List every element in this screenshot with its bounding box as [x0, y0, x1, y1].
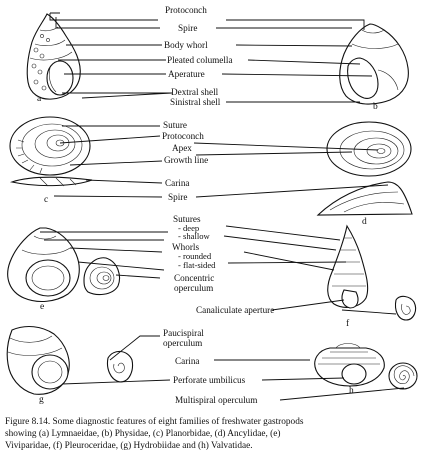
label-rounded: - rounded — [178, 251, 212, 261]
panel-a-letter: a — [37, 94, 42, 104]
panel-b-letter: b — [373, 102, 378, 112]
label-operculum-e: operculum — [174, 283, 214, 293]
panel-f-shell — [328, 226, 416, 320]
caption-line-1: Figure 8.14. Some diagnostic features of eight families of freshwater gastropods — [5, 417, 304, 427]
label-aperature: Aperature — [168, 69, 205, 79]
panel-g-letter: g — [39, 395, 44, 405]
label-protoconch-a: Protoconch — [165, 5, 207, 15]
label-paucispiral: Paucispiral — [163, 328, 204, 338]
label-pleated-columella: Pleated columella — [167, 55, 233, 65]
label-growth-line: Growth line — [164, 155, 209, 165]
label-concentric: Concentric — [174, 273, 215, 283]
label-flat-sided: - flat-sided — [178, 260, 216, 270]
label-carina-h: Carina — [175, 356, 200, 366]
panel-e-letter: e — [40, 302, 45, 312]
panel-d-letter: d — [362, 217, 367, 227]
panel-c-letter: c — [44, 195, 49, 205]
label-whorls: Whorls — [172, 242, 200, 252]
panel-h-shell — [315, 344, 417, 390]
panel-c-shell — [10, 117, 92, 186]
panel-f-letter: f — [346, 319, 350, 329]
label-spire-c: Spire — [168, 192, 188, 202]
label-sutures: Sutures — [173, 214, 201, 224]
label-shallow: - shallow — [178, 231, 210, 241]
label-body-whorl: Body whorl — [164, 40, 208, 50]
panel-h-letter: h — [349, 386, 354, 396]
label-protoconch-c: Protoconch — [162, 131, 204, 141]
label-suture: Suture — [163, 120, 187, 130]
label-deep: - deep — [178, 223, 200, 233]
label-perforate-umbilicus: Perforate umbilicus — [173, 375, 246, 385]
label-multispiral-operculum: Multispiral operculum — [175, 395, 258, 405]
caption-line-2: showing (a) Lymnaeidae, (b) Physidae, (c) Planorbidae, (d) Ancylidae, (e) — [5, 429, 281, 439]
label-canaliculate-aperture: Canaliculate aperture — [196, 305, 275, 315]
label-operculum-g: operculum — [163, 338, 203, 348]
panel-a-shell — [27, 14, 80, 99]
panel-d-shell — [318, 122, 412, 215]
label-sinistral-shell: Sinistral shell — [170, 97, 221, 107]
label-apex: Apex — [172, 143, 192, 153]
label-dextral-shell: Dextral shell — [171, 87, 219, 97]
label-spire-a: Spire — [178, 23, 198, 33]
caption-line-3: Viviparidae, (f) Pleuroceridae, (g) Hydrobiidae and (h) Valvatidae. — [5, 441, 253, 451]
label-carina-c: Carina — [165, 178, 190, 188]
